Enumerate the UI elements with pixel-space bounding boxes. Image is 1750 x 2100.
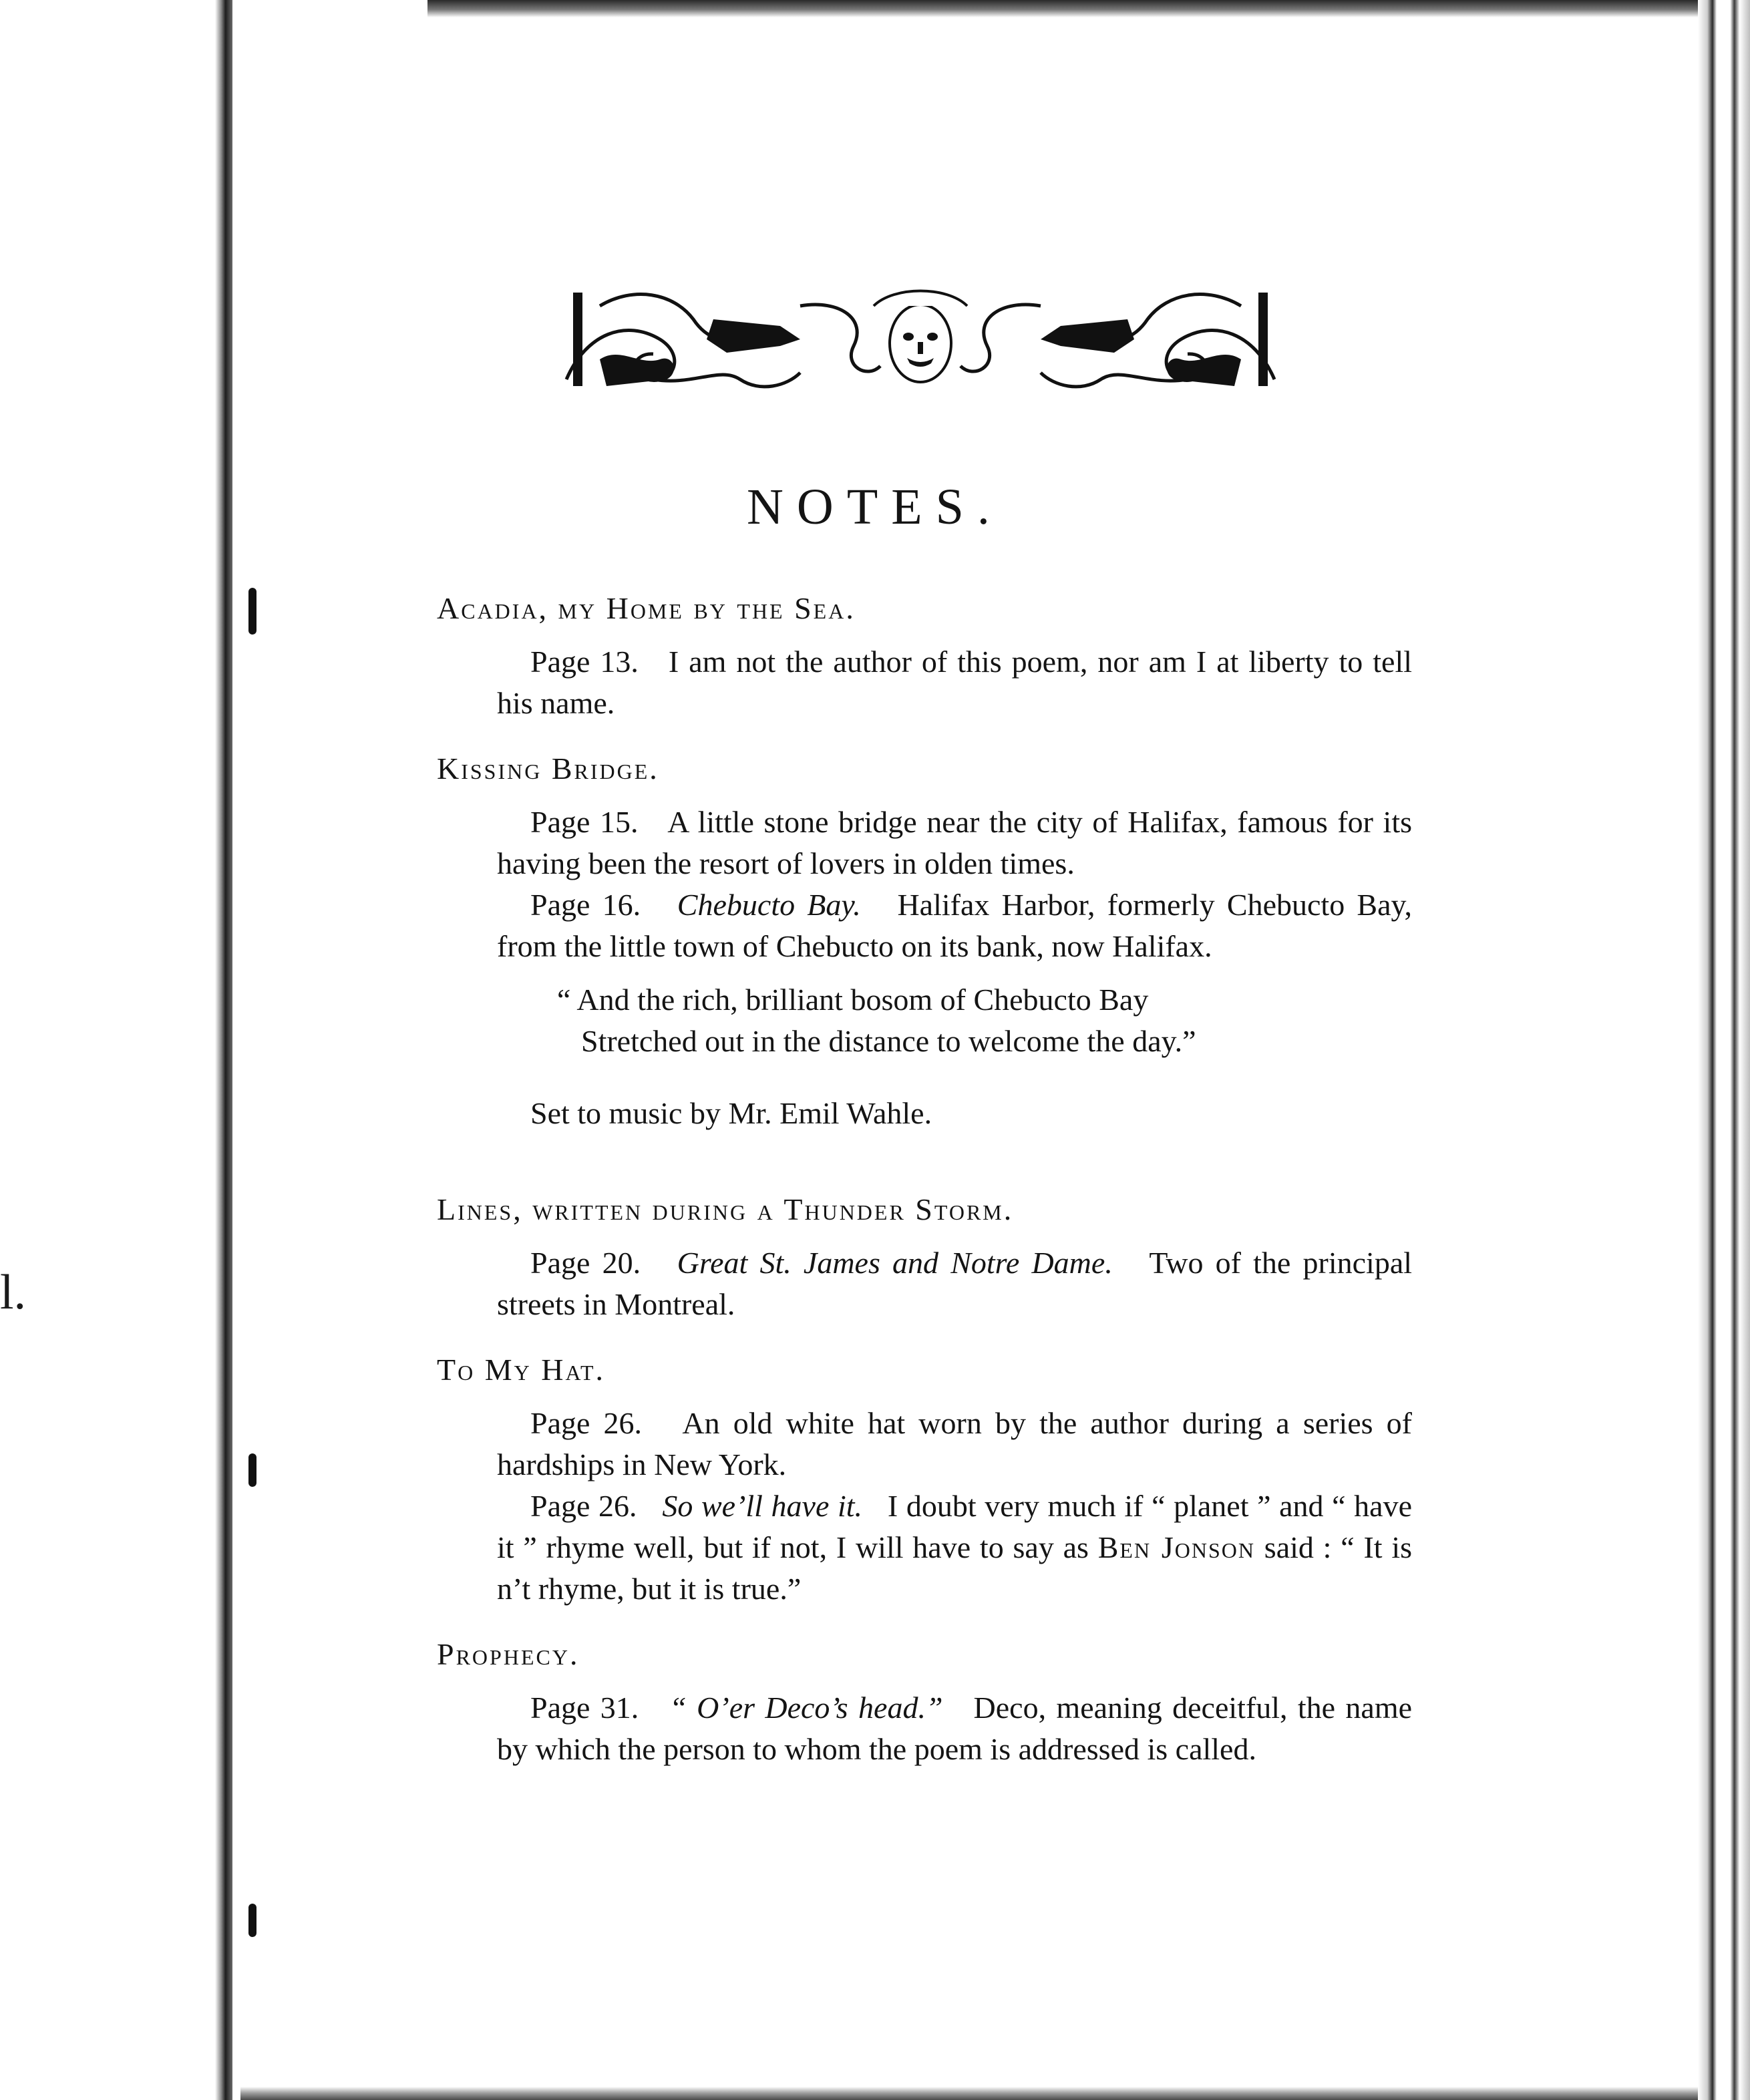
note-italic-term: “ O’er Deco’s head.” — [669, 1691, 943, 1725]
note-heading: Lines, written during a Thunder Storm. — [437, 1192, 1014, 1226]
page-reference: Page 13. — [530, 645, 639, 679]
decorative-ornament-icon — [560, 279, 1281, 398]
verse-line: “ And the rich, brilliant bosom of Chebucto Bay — [557, 983, 1149, 1017]
note-entry — [437, 1349, 1412, 1610]
note-text: I doubt very much if “ planet ” and “ have it ” rhyme well, but if not, I will have to say as — [497, 1489, 1413, 1564]
note-italic-term: Great St. James and Notre Dame. — [677, 1246, 1113, 1280]
note-text: Halifax Harbor, formerly Chebucto Bay, from the little town of Chebucto on its bank, now Halifax. — [497, 888, 1413, 963]
note-italic-term: Chebucto Bay. — [677, 888, 861, 922]
note-heading: Kissing Bridge. — [437, 751, 659, 785]
note-paragraph — [497, 1403, 1412, 1485]
page-title: NOTES. — [747, 479, 1003, 535]
note-text: Deco, meaning deceitful, the name by which the person to whom the poem is addressed is called. — [497, 1691, 1413, 1766]
page-bottom-edge — [240, 2087, 1750, 2100]
verse-line: Stretched out in the distance to welcome the day.” — [581, 1024, 1196, 1058]
note-text: An old white hat worn by the author during a series of hardships in New York. — [497, 1406, 1413, 1481]
book-gutter — [215, 0, 232, 2100]
note-text: I am not the author of this poem, nor am I at liberty to tell his name. — [497, 645, 1413, 720]
page-reference: Page 15. — [530, 805, 639, 839]
page-reference: Page 26. — [530, 1489, 637, 1523]
page-reference: Page 20. — [530, 1246, 641, 1280]
note-heading: Acadia, my Home by the Sea. — [437, 591, 856, 625]
binding-mark — [248, 588, 256, 635]
note-paragraph — [497, 1687, 1412, 1770]
note-paragraph: Set to music by Mr. Emil Wahle. — [530, 1096, 932, 1130]
note-text: said : “ It is n’t rhyme, but it is true.” — [497, 1530, 1413, 1606]
note-paragraph — [497, 884, 1412, 967]
notes-list — [437, 588, 1412, 1770]
note-entry — [437, 1189, 1412, 1325]
note-paragraph — [497, 641, 1412, 724]
note-paragraph — [497, 1242, 1412, 1325]
note-paragraph — [497, 802, 1412, 884]
page-top-edge — [427, 0, 1750, 17]
note-entry — [437, 1634, 1412, 1770]
note-entry — [437, 588, 1412, 724]
note-paragraph — [497, 1485, 1412, 1610]
left-page-text-fragment: l. — [0, 1265, 27, 1320]
note-entry — [437, 748, 1412, 1134]
author-name: Ben Jonson — [1097, 1530, 1255, 1564]
note-italic-term: So we’ll have it. — [662, 1489, 863, 1523]
note-heading: Prophecy. — [437, 1637, 580, 1671]
left-page-margin — [0, 0, 220, 2100]
note-text: Two of the principal streets in Montreal. — [497, 1246, 1413, 1321]
note-text: A little stone bridge near the city of Halifax, famous for its having been the resort of lovers in olden times. — [497, 805, 1413, 880]
binding-mark — [248, 1453, 256, 1487]
page-reference: Page 31. — [530, 1691, 639, 1725]
binding-mark — [248, 1904, 256, 1937]
page-reference: Page 26. — [530, 1406, 643, 1440]
page-reference: Page 16. — [530, 888, 641, 922]
verse-quote — [497, 979, 1412, 1062]
note-heading: To My Hat. — [437, 1353, 606, 1387]
page-right-edge — [1698, 0, 1750, 2100]
